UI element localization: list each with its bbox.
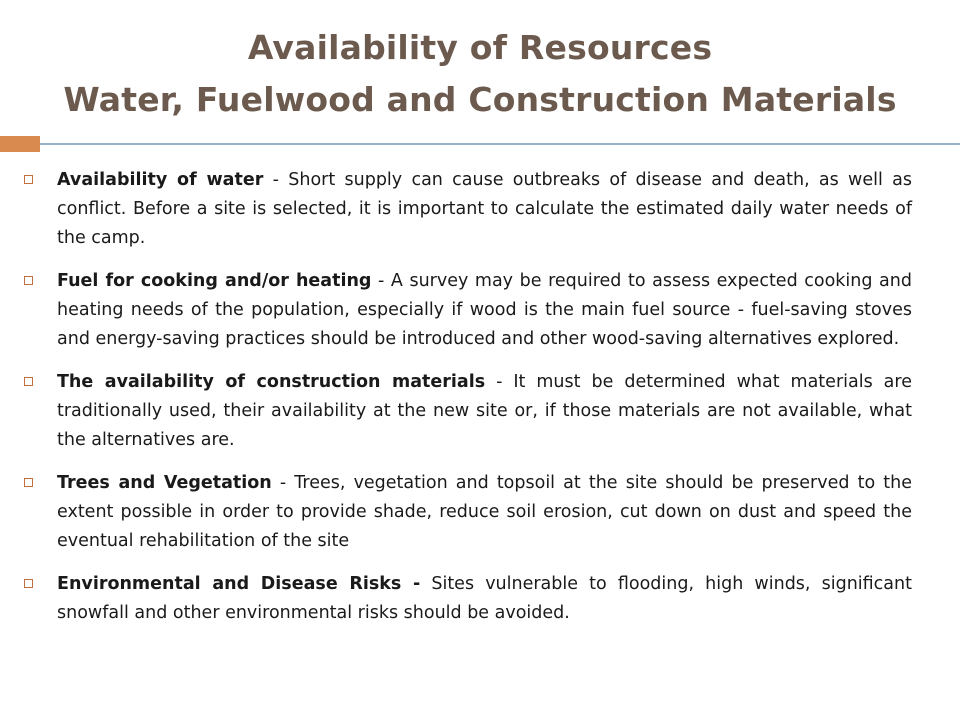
bullet-heading: Environmental and Disease Risks - <box>57 574 421 594</box>
title-line-2: Water, Fuelwood and Construction Materials <box>63 80 897 119</box>
bullet-item-vegetation <box>24 469 912 556</box>
bullet-item-risks <box>24 570 912 628</box>
square-bullet-icon <box>24 579 33 588</box>
bullet-text: Sites vulnerable to flooding, high winds, significant snowfall and other environmental risks should be avoided. <box>57 574 912 623</box>
bullet-heading: Availability of water <box>57 170 264 190</box>
bullet-text: - Short supply can cause outbreaks of disease and death, as well as conflict. Before a site is selected, it is important to calculate the estimated daily water needs of the camp. <box>57 170 912 248</box>
bullet-item-construction <box>24 368 912 455</box>
bullet-heading: Trees and Vegetation <box>57 473 272 493</box>
bullet-list <box>24 166 912 642</box>
bullet-heading: Fuel for cooking and/or heating <box>57 271 372 291</box>
bullet-text: - Trees, vegetation and topsoil at the site should be preserved to the extent possible in order to provide shade, reduce soil erosion, cut down on dust and speed the eventual rehabilitation of the site <box>57 473 913 551</box>
title-line-1: Availability of Resources <box>247 28 713 67</box>
bullet-item-fuel <box>24 267 912 354</box>
slide-title <box>0 22 960 126</box>
bullet-text: - A survey may be required to assess expected cooking and heating needs of the population, especially if wood is the main fuel source - fuel-saving stoves and energy-saving practices should be introduced and other wood-saving alternatives explored. <box>57 271 912 349</box>
title-accent-bar <box>0 136 40 152</box>
square-bullet-icon <box>24 175 33 184</box>
square-bullet-icon <box>24 276 33 285</box>
bullet-item-water <box>24 166 912 253</box>
bullet-text: - It must be determined what materials are traditionally used, their availability at the new site or, if those materials are not available, what the alternatives are. <box>57 372 912 450</box>
title-divider-line <box>40 143 960 145</box>
square-bullet-icon <box>24 377 33 386</box>
square-bullet-icon <box>24 478 33 487</box>
bullet-heading: The availability of construction materials <box>57 372 486 392</box>
